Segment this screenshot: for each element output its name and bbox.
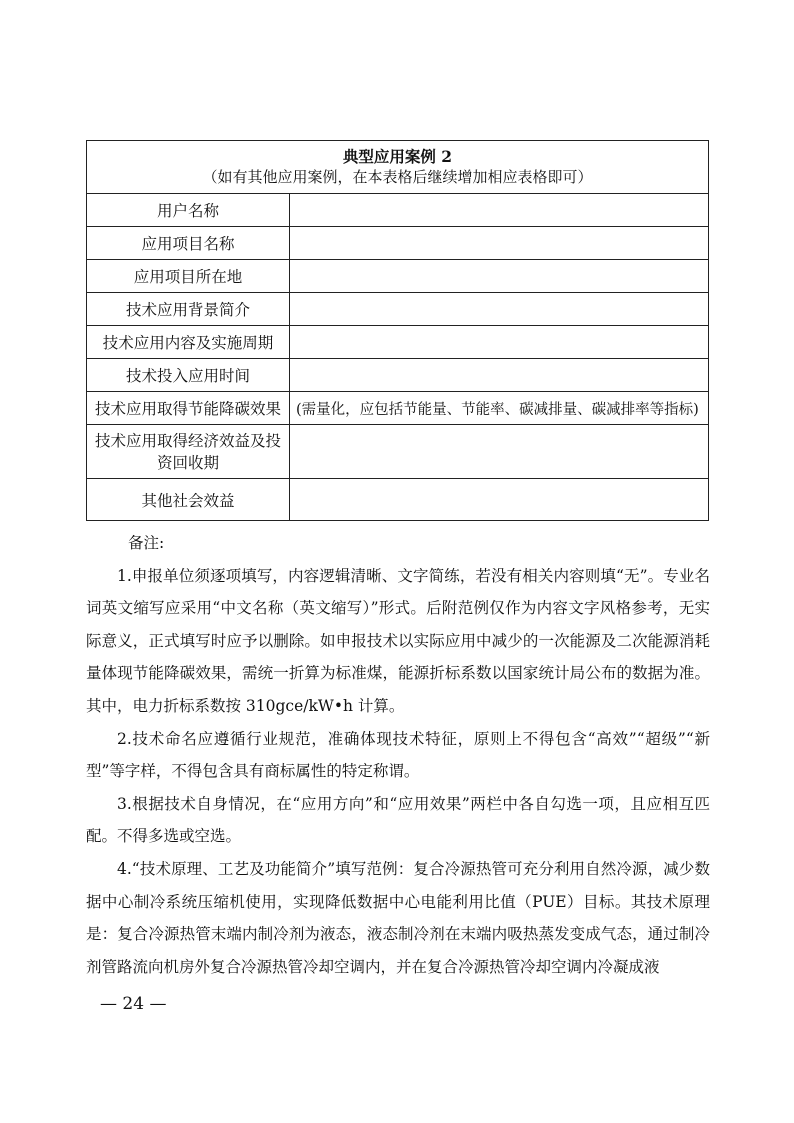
table-row	[87, 392, 709, 425]
row-label: 应用项目所在地	[87, 260, 290, 293]
notes-heading: 备注:	[128, 534, 165, 552]
row-label: 技术应用内容及实施周期	[87, 326, 290, 359]
application-case-table	[86, 140, 709, 521]
row-value	[290, 260, 709, 293]
page-number: — 24 —	[100, 994, 167, 1014]
table-row	[87, 293, 709, 326]
table-title: 典型应用案例 2	[342, 147, 453, 166]
row-label: 用户名称	[87, 194, 290, 227]
row-value	[290, 479, 709, 521]
row-value	[290, 326, 709, 359]
note-item: 4.“技术原理、工艺及功能简介”填写范例：复合冷源热管可充分利用自然冷源，减少数据中心制冷系统压缩机使用，实现降低数据中心电能利用比值（PUE）目标。其技术原理是：复合冷源热管末端内制冷剂为液态，液态制冷剂在末端内吸热蒸发变成气态，通过制冷剂管路流向机房外复合冷源热管冷却空调内，并在复合冷源热管冷却空调内冷凝成液	[86, 859, 710, 976]
table-subtitle: （如有其他应用案例，在本表格后继续增加相应表格即可）	[202, 168, 593, 186]
table-row	[87, 227, 709, 260]
row-label: 技术投入应用时间	[87, 359, 290, 392]
table-row	[87, 260, 709, 293]
row-value	[290, 425, 709, 479]
row-value: (需量化，应包括节能量、节能率、碳减排量、碳减排率等指标)	[290, 392, 709, 425]
note-item: 3.根据技术自身情况，在“应用方向”和“应用效果”两栏中各自勾选一项，且应相互匹配。不得多选或空选。	[86, 794, 710, 846]
table-row	[87, 194, 709, 227]
table-row	[87, 359, 709, 392]
row-label: 应用项目名称	[87, 227, 290, 260]
notes-section	[86, 527, 710, 983]
table-row	[87, 425, 709, 479]
note-item: 1.申报单位须逐项填写，内容逻辑清晰、文字简练，若没有相关内容则填“无”。专业名词英文缩写应采用“中文名称（英文缩写）”形式。后附范例仅作为内容文字风格参考，无实际意义，正式填写时应予以删除。如申报技术以实际应用中减少的一次能源及二次能源消耗量体现节能降碳效果，需统一折算为标准煤，能源折标系数以国家统计局公布的数据为准。其中，电力折标系数按 310gce/kW•h 计算。	[86, 566, 710, 715]
row-value	[290, 359, 709, 392]
row-label: 技术应用背景简介	[87, 293, 290, 326]
row-value	[290, 227, 709, 260]
row-value	[290, 194, 709, 227]
row-label: 技术应用取得节能降碳效果	[87, 392, 290, 425]
row-label: 其他社会效益	[87, 479, 290, 521]
row-label: 技术应用取得经济效益及投资回收期	[87, 425, 290, 479]
note-item: 2.技术命名应遵循行业规范，准确体现技术特征，原则上不得包含“高效”“超级”“新型”等字样，不得包含具有商标属性的特定称谓。	[86, 729, 710, 781]
table-row	[87, 479, 709, 521]
table-header	[87, 141, 709, 194]
table-row	[87, 326, 709, 359]
row-value	[290, 293, 709, 326]
